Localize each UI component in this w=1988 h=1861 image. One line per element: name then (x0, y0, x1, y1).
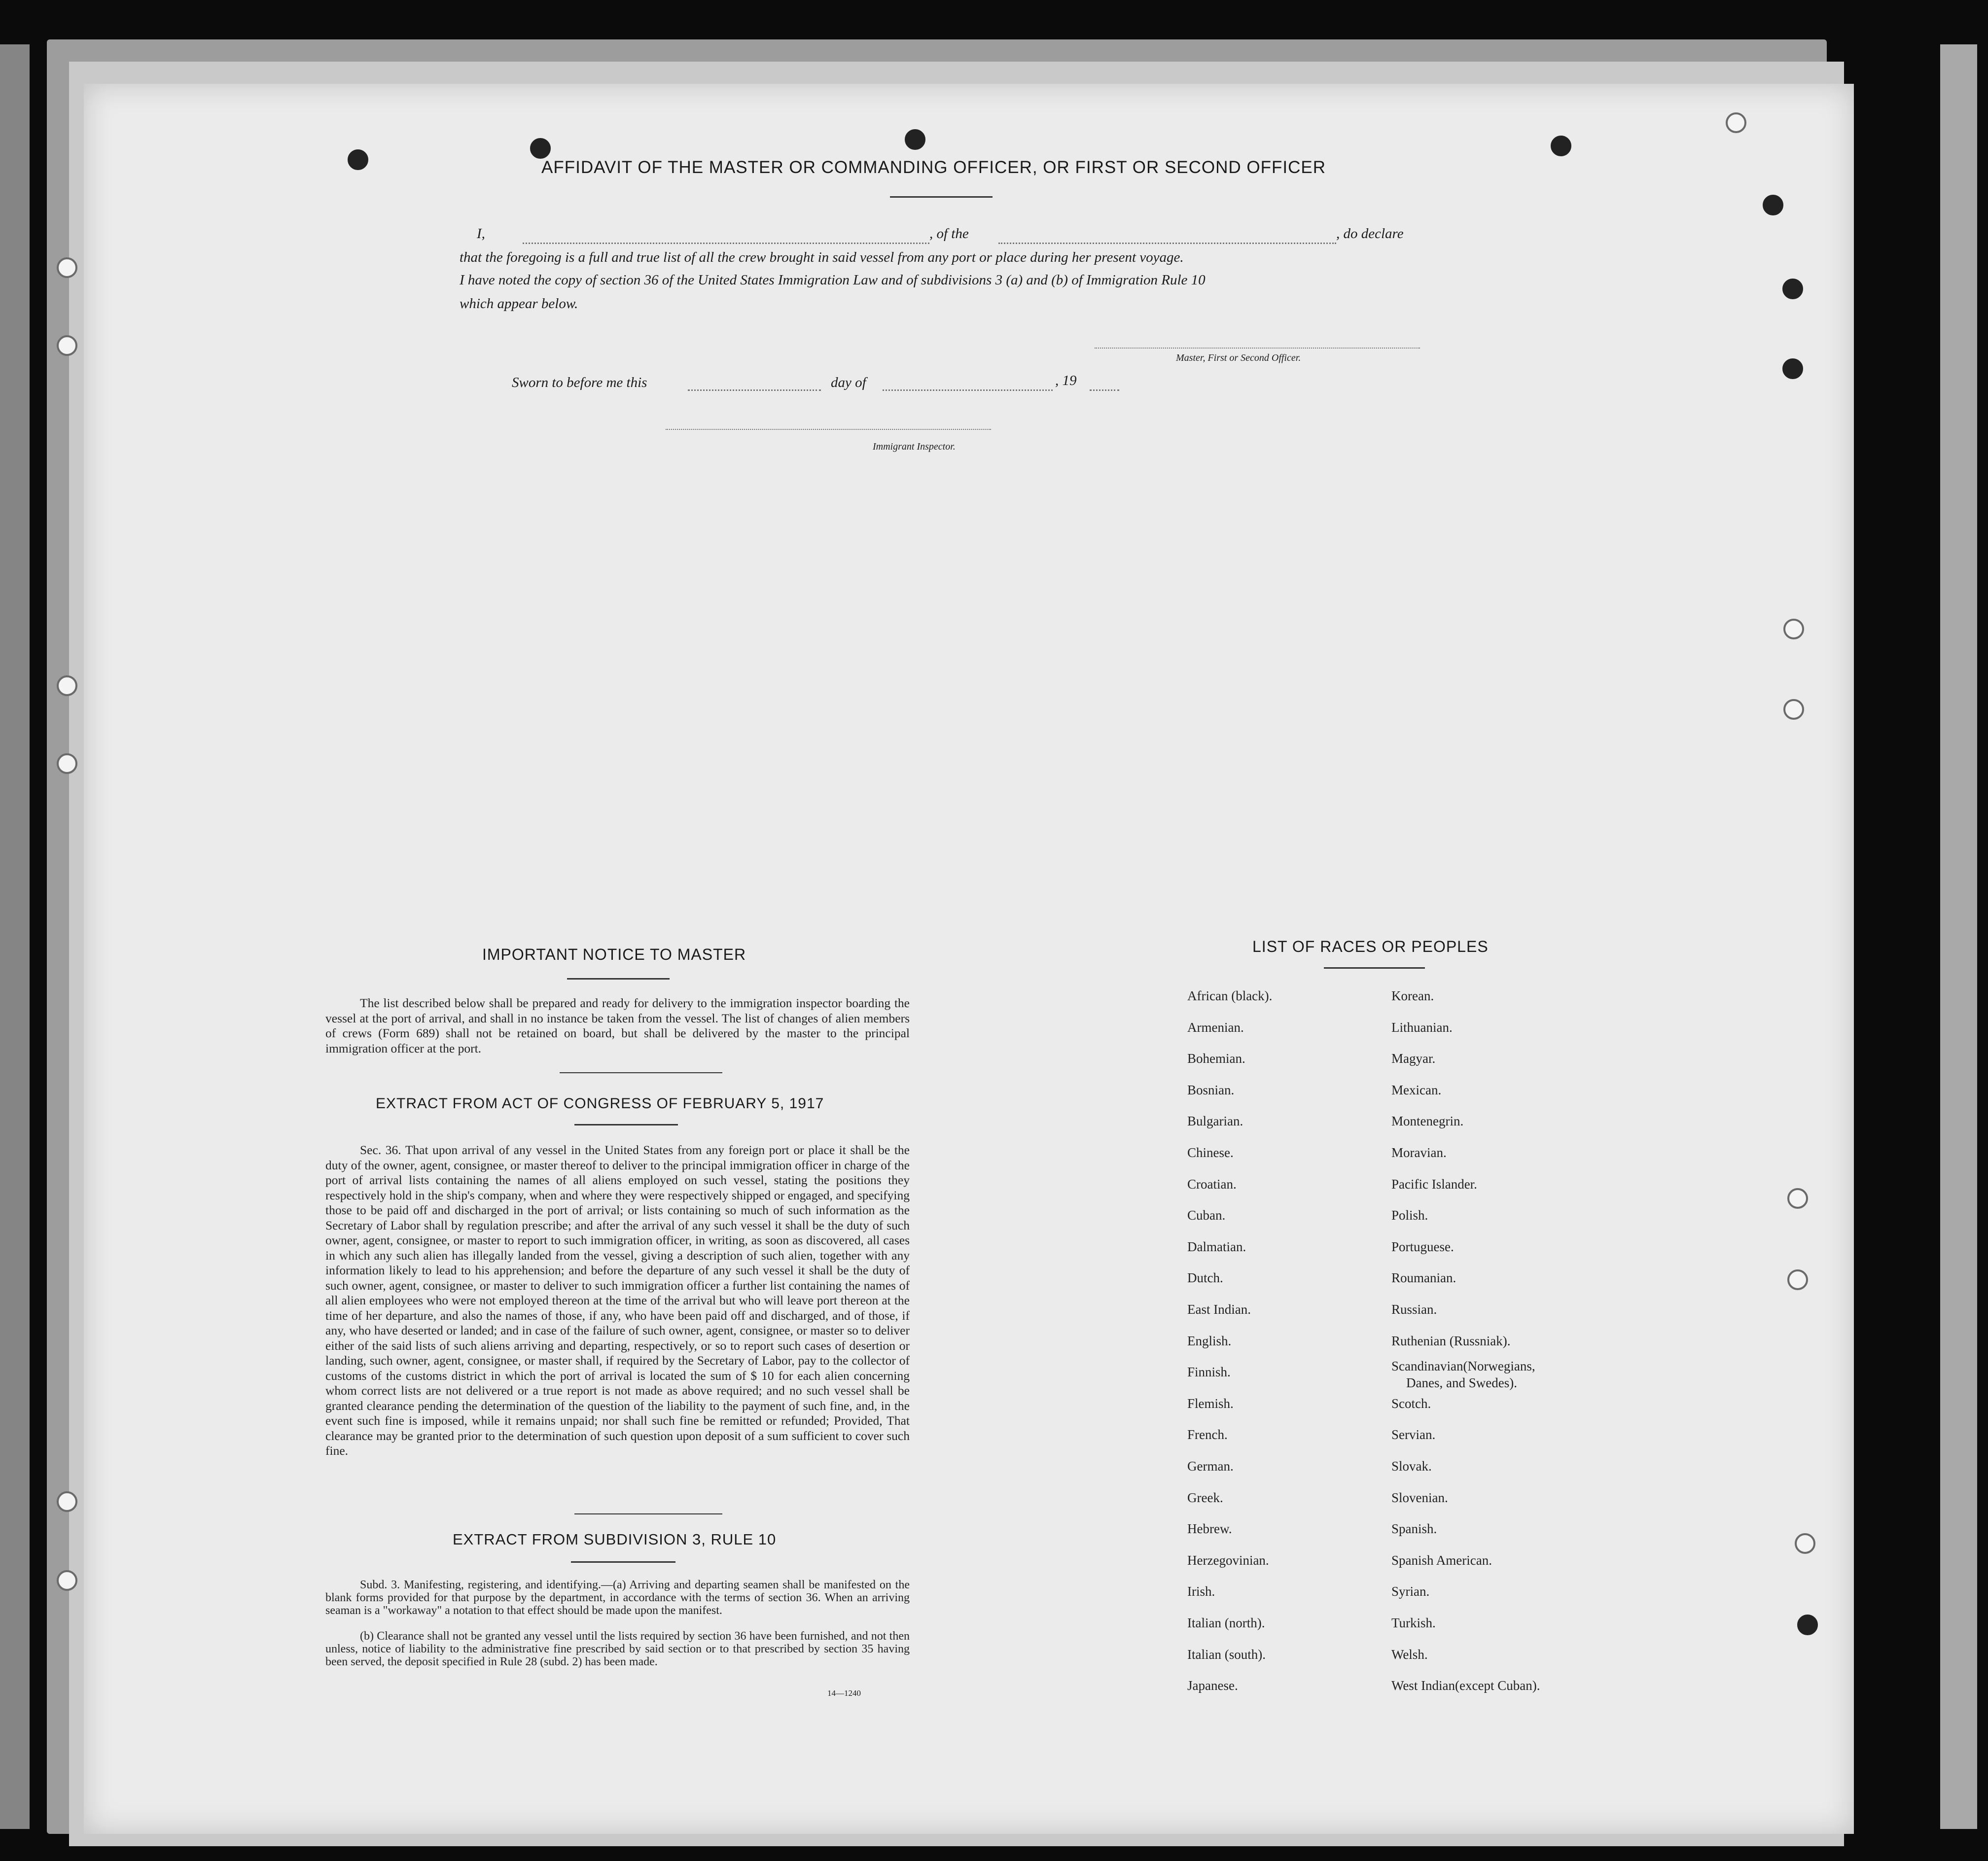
race-item: Bohemian. (1187, 1051, 1245, 1066)
race-item: African (black). (1187, 988, 1273, 1003)
binder-hole-icon (1763, 195, 1783, 215)
master-name-field[interactable] (523, 243, 929, 244)
binder-hole-icon (1551, 136, 1571, 156)
sworn-label: Sworn to before me this (512, 375, 647, 390)
race-item: Spanish American. (1391, 1552, 1492, 1568)
left-adjacent-page-strip (0, 44, 30, 1829)
race-item: Bosnian. (1187, 1082, 1235, 1097)
race-item: Italian (north). (1187, 1615, 1265, 1630)
race-item: Pacific Islander. (1391, 1176, 1477, 1192)
signature-caption: Master, First or Second Officer. (1176, 352, 1301, 363)
right-adjacent-page-strip (1940, 44, 1977, 1829)
race-item: English. (1187, 1333, 1232, 1348)
affidavit-do-declare-label: , do declare (1336, 226, 1404, 242)
race-item: Bulgarian. (1187, 1114, 1243, 1129)
race-item: Mexican. (1391, 1082, 1442, 1097)
race-item: Herzegovinian. (1187, 1552, 1269, 1568)
act-underline (574, 1124, 678, 1125)
race-item: Polish. (1391, 1208, 1428, 1223)
binder-hole-icon (1795, 1533, 1815, 1554)
race-item: Magyar. (1391, 1051, 1436, 1066)
binder-hole-icon (57, 335, 77, 356)
inspector-caption: Immigrant Inspector. (873, 441, 956, 452)
binder-hole-icon (1726, 112, 1746, 133)
race-item: Servian. (1391, 1427, 1436, 1442)
sworn-day-field[interactable] (688, 389, 821, 391)
sworn-year-field[interactable] (1090, 389, 1119, 391)
year-label: , 19 (1055, 373, 1077, 388)
affidavit-title: AFFIDAVIT OF THE MASTER OR COMMANDING OFFICER, OR FIRST OR SECOND OFFICER (541, 158, 1326, 177)
binder-hole-icon (530, 138, 551, 159)
binder-hole-icon (57, 1570, 77, 1591)
race-item: East Indian. (1187, 1302, 1251, 1317)
binder-hole-icon (1783, 619, 1804, 639)
race-item: Dutch. (1187, 1270, 1223, 1286)
race-item: Scandinavian(Norwegians, (1391, 1359, 1535, 1374)
races-title: LIST OF RACES OR PEOPLES (1252, 938, 1489, 955)
rule-text-a: Subd. 3. Manifesting, registering, and identifying.—(a) Arriving and departing seamen shall be manifested on the blank forms provided for that purpose by the department, in accordance with the terms of section 36. When an arriving seaman is a "workaway" a notation to that effect should be made upon the manifest. (325, 1579, 910, 1617)
binder-hole-icon (57, 1491, 77, 1512)
race-item: Syrian. (1391, 1584, 1430, 1599)
affidavit-line-3: I have noted the copy of section 36 of the United States Immigration Law and of subdivisions 3 (a) and (b) of Immigration Rule 10 (460, 272, 1206, 288)
binder-hole-icon (1787, 1188, 1808, 1209)
races-underline (1324, 967, 1425, 969)
race-item: Dalmatian. (1187, 1239, 1246, 1254)
race-item-continuation: Danes, and Swedes). (1406, 1375, 1517, 1391)
binder-hole-icon (57, 753, 77, 774)
race-item: Turkish. (1391, 1615, 1436, 1630)
inspector-signature-field[interactable] (666, 429, 991, 430)
notice-underline (567, 978, 670, 980)
race-item: Slovenian. (1391, 1490, 1448, 1505)
binder-hole-icon (57, 675, 77, 696)
binder-hole-icon (1787, 1269, 1808, 1290)
binder-hole-icon (1797, 1615, 1818, 1635)
binder-hole-icon (348, 149, 368, 170)
race-item: Russian. (1391, 1302, 1437, 1317)
binder-hole-icon (1782, 358, 1803, 379)
rule-text-b: (b) Clearance shall not be granted any vessel until the lists required by section 36 have been furnished, and not then unless, notice of liability to the administrative fine prescribed by said section or to that prescribed by section 35 having been served, the deposit specified in Rule 28 (subd. 2) has been made. (325, 1630, 910, 1668)
race-item: Armenian. (1187, 1019, 1244, 1035)
master-signature-field[interactable] (1095, 348, 1420, 349)
act-title: EXTRACT FROM ACT OF CONGRESS OF FEBRUARY 5, 1917 (376, 1095, 824, 1112)
race-item: Roumanian. (1391, 1270, 1456, 1286)
race-item: Portuguese. (1391, 1239, 1454, 1254)
affidavit-line-4: which appear below. (460, 296, 578, 312)
affidavit-of-the-label: , of the (929, 226, 969, 242)
race-item: Finnish. (1187, 1365, 1231, 1380)
binder-hole-icon (57, 257, 77, 278)
affidavit-i-label: I, (477, 226, 485, 242)
race-item: Montenegrin. (1391, 1114, 1464, 1129)
title-underline (890, 196, 993, 198)
race-item: Cuban. (1187, 1208, 1226, 1223)
notice-title: IMPORTANT NOTICE TO MASTER (482, 946, 746, 963)
race-item: Korean. (1391, 988, 1434, 1003)
race-item: Japanese. (1187, 1678, 1238, 1693)
form-number: 14—1240 (827, 1688, 861, 1698)
race-item: Slovak. (1391, 1459, 1432, 1474)
race-item: West Indian(except Cuban). (1391, 1678, 1540, 1693)
race-item: Hebrew. (1187, 1521, 1232, 1537)
race-item: Italian (south). (1187, 1647, 1266, 1662)
section-divider (560, 1072, 722, 1073)
race-item: French. (1187, 1427, 1228, 1442)
vessel-name-field[interactable] (998, 243, 1336, 244)
race-item: Moravian. (1391, 1145, 1447, 1160)
binder-hole-icon (905, 129, 925, 150)
race-item: Spanish. (1391, 1521, 1437, 1537)
rule-title: EXTRACT FROM SUBDIVISION 3, RULE 10 (453, 1531, 777, 1548)
race-item: Croatian. (1187, 1176, 1237, 1192)
section-divider (574, 1513, 722, 1514)
act-text: Sec. 36. That upon arrival of any vessel in the United States from any foreign port or place it shall be the duty of the owner, agent, consignee, or master thereof to deliver to the principal immigration officer in charge of the port of arrival lists containing the names of all aliens employed on such vessel, stating the positions they respectively hold in the ship's company, when and where they were respectively shipped or engaged, and specifying those to be paid off and discharged in the port of arrival; or lists containing so much of such information as the Secretary of Labor shall by regulation prescribe; and after the arrival of any such vessel it shall be the duty of such owner, agent, consignee, or master to report to such immigration officer, in writing, as soon as discovered, all cases in which any such alien has illegally landed from the vessel, giving a description of such alien, together with any information likely to lead to his apprehension; and before the departure of any such vessel it shall be the duty of such owner, agent, consignee, or master to deliver to such immigration officer a further list containing the names of all alien employees who were not employed thereon at the time of the arrival but who will leave port thereon at the time of her departure, and also the names of those, if any, who have been paid off and discharged, and of those, if any, who have deserted or landed; and in case of the failure of such owner, agent, consignee, or master so to deliver either of the said lists of such aliens arriving and departing, respectively, or so to report such cases of desertion or landing, such owner, agent, consignee, or master shall, if required by the Secretary of Labor, pay to the collector of customs of the customs district in which the port of arrival is located the sum of $ 10 for each alien concerning whom correct lists are not delivered or a true report is not made as above required; and no such vessel shall be granted clearance pending the determination of the question of the liability to the payment of such fine, and, in the event such fine is imposed, while it remains unpaid; nor shall such fine be remitted or refunded; Provided, That clearance may be granted prior to the determination of such question upon deposit of a sum sufficient to cover such fine. (325, 1143, 910, 1458)
affidavit-line-2: that the foregoing is a full and true list of all the crew brought in said vessel from any port or place during her present voyage. (460, 249, 1184, 265)
race-item: Chinese. (1187, 1145, 1234, 1160)
race-item: Flemish. (1187, 1396, 1234, 1411)
race-item: Ruthenian (Russniak). (1391, 1333, 1511, 1348)
race-item: German. (1187, 1459, 1234, 1474)
race-item: Irish. (1187, 1584, 1215, 1599)
day-of-label: day of (831, 375, 866, 390)
sworn-month-field[interactable] (883, 389, 1053, 391)
rule-underline (571, 1561, 675, 1563)
notice-text: The list described below shall be prepared and ready for delivery to the immigration inspector boarding the vessel at the port of arrival, and shall in no instance be taken from the vessel. The list of changes of alien members of crews (Form 689) shall not be retained on board, but shall be delivered by the master to the principal immigration officer at the port. (325, 996, 910, 1055)
race-item: Greek. (1187, 1490, 1223, 1505)
binder-hole-icon (1782, 279, 1803, 299)
document-page (84, 84, 1854, 1834)
binder-hole-icon (1783, 699, 1804, 720)
race-item: Welsh. (1391, 1647, 1428, 1662)
race-item: Lithuanian. (1391, 1019, 1453, 1035)
race-item: Scotch. (1391, 1396, 1431, 1411)
